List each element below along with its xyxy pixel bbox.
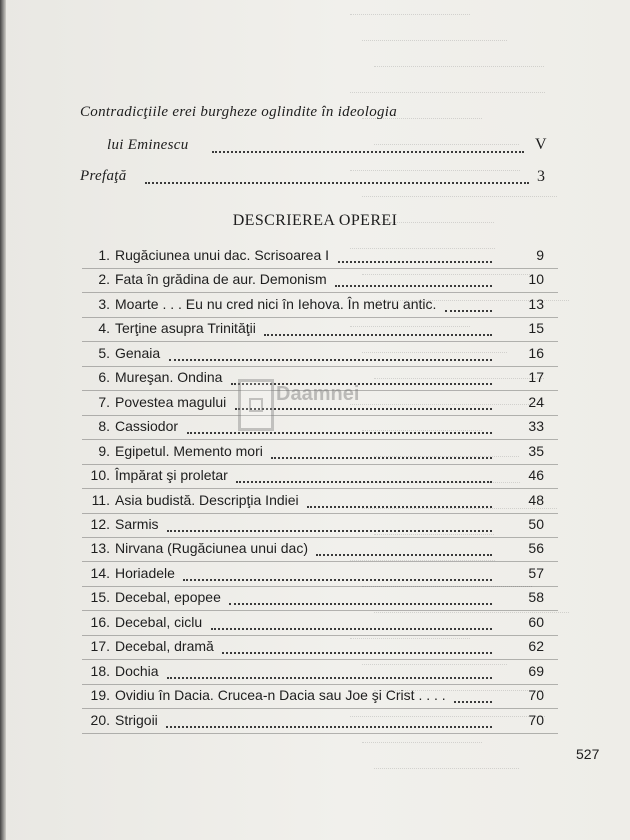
- entry-number: 11.: [91, 492, 110, 508]
- toc-entry: [86, 614, 202, 640]
- entry-leader-dots: [454, 701, 492, 704]
- entry-page-number: 33: [528, 418, 544, 434]
- entry-leader-dots: [335, 285, 492, 288]
- toc-entry: [86, 467, 228, 493]
- entry-page-number: 46: [528, 467, 544, 483]
- entry-title: Horiadele: [115, 565, 175, 581]
- entry-leader-dots: [183, 579, 492, 582]
- entry-number: 5.: [98, 345, 110, 361]
- entry-leader-dots: [211, 628, 492, 631]
- toc-entry: [86, 247, 329, 273]
- entry-leader-dots: [316, 554, 492, 557]
- entry-number: 14.: [90, 565, 110, 581]
- entry-number: 1.: [98, 247, 110, 263]
- preface-leader-dots: [145, 182, 529, 185]
- entry-number: 15.: [90, 589, 110, 605]
- entry-page-number: 9: [536, 247, 544, 263]
- toc-entry: [86, 345, 160, 371]
- entry-title: Sarmis: [115, 516, 159, 532]
- show-through-line: [362, 40, 507, 42]
- entry-title: Egipetul. Memento mori: [115, 443, 263, 459]
- toc-entry: [86, 687, 446, 713]
- entry-number: 4.: [98, 320, 110, 336]
- entry-title: Asia budistă. Descripţia Indiei: [115, 492, 299, 508]
- entry-number: 16.: [90, 614, 110, 630]
- entry-page-number: 70: [528, 712, 544, 728]
- toc-entry: [86, 271, 327, 297]
- entry-title: Terţine asupra Trinităţii: [115, 320, 256, 336]
- entry-title: Decebal, ciclu: [115, 614, 203, 630]
- show-through-line: [362, 352, 507, 354]
- entry-leader-dots: [229, 603, 492, 606]
- show-through-line: [350, 92, 545, 94]
- show-through-line: [374, 768, 519, 770]
- entry-title: Ovidiu în Dacia. Crucea-n Dacia sau Joe şi Crist . . . .: [115, 687, 446, 703]
- section-heading: DESCRIEREA OPEREI: [232, 212, 398, 229]
- toc-entry: [86, 320, 256, 346]
- entry-leader-dots: [445, 310, 492, 313]
- preface-page-number: 3: [537, 168, 545, 185]
- entry-page-number: 58: [528, 589, 544, 605]
- entry-leader-dots: [338, 261, 492, 264]
- entry-page-number: 50: [528, 516, 544, 532]
- toc-entry: [86, 638, 214, 664]
- show-through-line: [350, 248, 495, 250]
- entry-page-number: 62: [528, 638, 544, 654]
- toc-entry: [86, 296, 436, 322]
- entry-title: Moarte . . . Eu nu cred nici în Iehova. În metru antic.: [115, 296, 437, 312]
- entry-title: Strigoii: [115, 712, 158, 728]
- show-through-line: [374, 534, 494, 536]
- entry-page-number: 70: [528, 687, 544, 703]
- watermark-logo: [238, 373, 368, 441]
- toc-entry: [86, 492, 299, 518]
- entry-page-number: 15: [528, 320, 544, 336]
- entry-number: 17.: [90, 638, 110, 654]
- entry-title: Dochia: [115, 663, 159, 679]
- entry-page-number: 48: [528, 492, 544, 508]
- show-through-line: [362, 196, 557, 198]
- entry-page-number: 24: [528, 394, 544, 410]
- toc-entry: [86, 443, 263, 469]
- entry-title: Genaia: [115, 345, 161, 361]
- entry-number: 13.: [90, 540, 110, 556]
- entry-number: 6.: [98, 369, 110, 385]
- entry-number: 19.: [90, 687, 110, 703]
- entry-page-number: 56: [528, 540, 544, 556]
- entry-title: Decebal, dramă: [115, 638, 214, 654]
- watermark-text: Daamnei: [276, 383, 360, 405]
- show-through-line: [362, 664, 507, 666]
- show-through-line: [374, 66, 544, 68]
- toc-entry: [86, 712, 158, 738]
- entry-leader-dots: [271, 457, 492, 460]
- show-through-line: [374, 144, 519, 146]
- toc-entry: [86, 540, 308, 566]
- entry-page-number: 17: [528, 369, 544, 385]
- entry-title: Decebal, epopee: [115, 589, 221, 605]
- entry-leader-dots: [167, 677, 492, 680]
- entry-leader-dots: [167, 530, 492, 533]
- page-edge-shadow: [0, 0, 6, 840]
- entry-page-number: 35: [528, 443, 544, 459]
- entry-leader-dots: [236, 481, 492, 484]
- watermark-book-icon: [238, 379, 274, 431]
- toc-entry: [86, 663, 159, 689]
- show-through-line: [350, 326, 470, 328]
- entry-number: 9.: [98, 443, 110, 459]
- preface-title: Prefaţă: [80, 168, 127, 184]
- entry-title: Fata în grădina de aur. Demonism: [115, 271, 327, 287]
- entry-title: Mureşan. Ondina: [115, 369, 223, 385]
- show-through-line: [362, 742, 482, 744]
- entry-page-number: 13: [528, 296, 544, 312]
- entry-title: Rugăciunea unui dac. Scrisoarea I: [115, 247, 330, 263]
- entry-leader-dots: [307, 506, 492, 509]
- entry-number: 2.: [98, 271, 110, 287]
- entry-title: Cassiodor: [115, 418, 179, 434]
- entry-number: 10.: [90, 467, 110, 483]
- toc-entry: [86, 369, 222, 395]
- entry-number: 20.: [90, 712, 110, 728]
- entry-leader-dots: [166, 726, 492, 729]
- show-through-text: [330, 0, 630, 840]
- entry-leader-dots: [264, 334, 492, 337]
- entry-number: 18.: [90, 663, 110, 679]
- entry-number: 3.: [98, 296, 110, 312]
- show-through-line: [350, 14, 470, 16]
- entry-page-number: 60: [528, 614, 544, 630]
- entry-page-number: 16: [528, 345, 544, 361]
- toc-entry: [86, 565, 175, 591]
- page-folio-number: 527: [576, 746, 600, 762]
- toc-entry: [86, 516, 159, 542]
- toc-entry: [86, 394, 226, 420]
- intro-line-2: lui Eminescu: [107, 137, 189, 153]
- entry-page-number: 69: [528, 663, 544, 679]
- intro-page-number: V: [535, 136, 547, 153]
- intro-line-1: Contradicţiile erei burgheze oglindite în ideologia: [80, 104, 398, 120]
- entry-page-number: 57: [528, 565, 544, 581]
- toc-entry: [86, 418, 178, 444]
- entry-leader-dots: [169, 359, 492, 362]
- entry-title: Povestea magului: [115, 394, 227, 410]
- toc-entry: [86, 589, 221, 615]
- intro-leader-dots: [212, 151, 524, 154]
- show-through-line: [350, 170, 520, 172]
- show-through-line: [350, 638, 470, 640]
- entry-number: 7.: [98, 394, 110, 410]
- entry-title: Nirvana (Rugăciunea unui dac): [115, 540, 308, 556]
- entry-number: 8.: [98, 418, 110, 434]
- entry-number: 12.: [90, 516, 110, 532]
- entry-page-number: 10: [528, 271, 544, 287]
- entry-title: Împărat şi proletar: [115, 467, 228, 483]
- entry-leader-dots: [222, 652, 492, 655]
